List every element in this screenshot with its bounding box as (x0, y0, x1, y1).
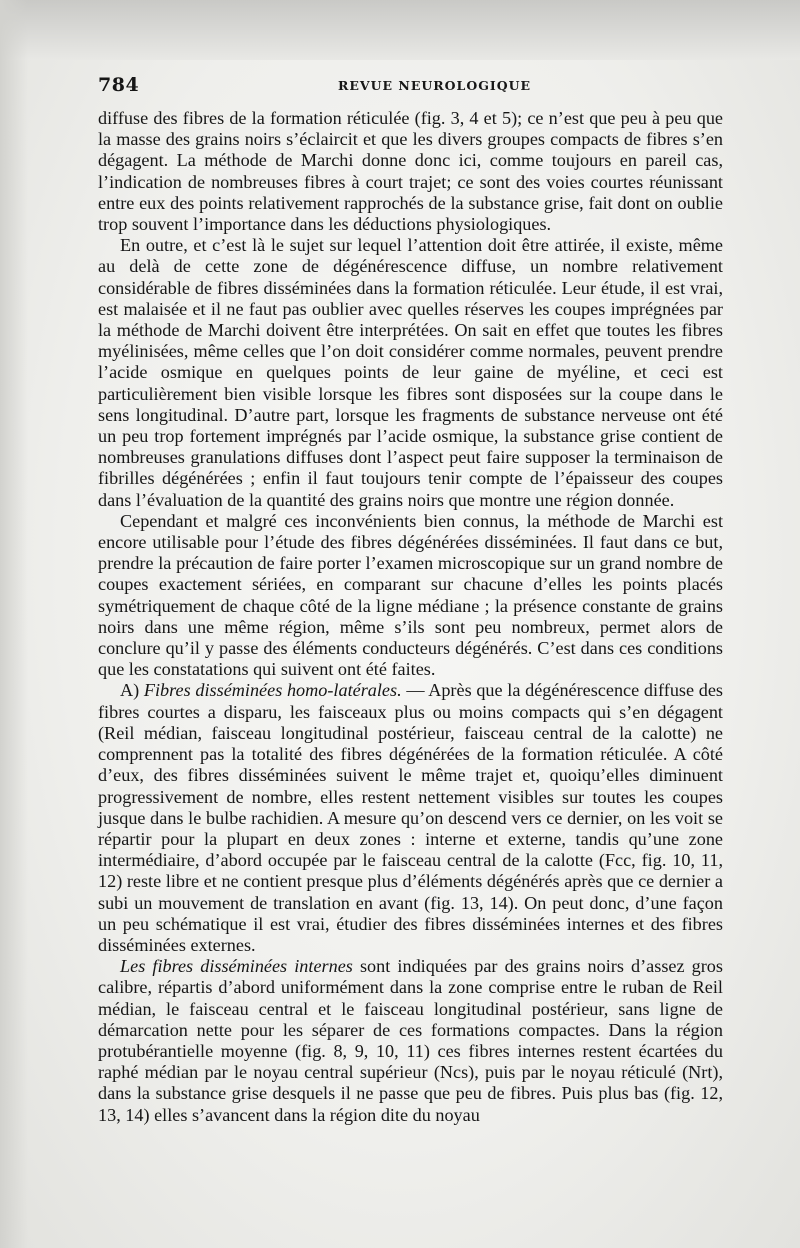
paragraph-text: diffuse des fibres de la formation réticulée (fig. 3, 4 et 5); ce n’est que peu à peu que la masse des grains noirs s’éclaircit et que les divers groupes compacts de fibres s’en dégagent. La méthode de Marchi donne donc ici, comme toujours en pareil cas, l’indication de nombreuses fibres à court trajet; ce sont des voies courtes réunissant entre eux des points relativement rapprochés de la substance grise, fait dont on oublie trop souvent l’importance dans les déductions physiologiques. (98, 108, 723, 235)
paragraph (98, 680, 723, 956)
paragraph-text: En outre, et c’est là le sujet sur lequel l’attention doit être attirée, il existe, même au delà de cette zone de dégénérescence diffuse, un nombre relativement considérable de fibres disséminées dans la formation réticulée. Leur étude, il est vrai, est malaisée et il ne faut pas oublier avec quelles réserves les coupes imprégnées par la méthode de Marchi doivent être interprétées. On sait en effet que toutes les fibres myélinisées, même celles que l’on doit considérer comme normales, peuvent prendre l’acide osmique en quelques points de leur gaine de myéline, et ceci est particulièrement bien visible lorsque les fibres sont disposées sur la coupe dans le sens longitudinal. D’autre part, lorsque les fragments de substance nerveuse ont été un peu trop fortement imprégnés par l’acide osmique, la substance grise contient de nombreuses granulations diffuses dont l’aspect peut faire supposer la terminaison de fibrilles dégénérées ; enfin il faut toujours tenir compte de l’épaisseur des coupes dans l’évaluation de la quantité des grains noirs que montre une région donnée. (98, 235, 723, 510)
subsection-heading: Les fibres disséminées internes (120, 956, 353, 977)
paragraph-text: — Après que la dégénérescence diffuse des fibres courtes a disparu, les faisceaux plus ou moins compacts qui s’en dégagent (Reil médian, faisceau longitudinal postérieur, faisceau central de la calotte) ne comprennent pas la totalité des fibres dégénérées de la formation réticulée. A côté d’eux, des fibres disséminées suivent le même trajet et, quoiqu’elles diminuent progressivement de nombre, elles restent nettement visibles sur toutes les coupes jusque dans le bulbe rachidien. A mesure qu’on descend vers ce dernier, on les voit se répartir pour la plupart en deux zones : interne et externe, tandis qu’une zone intermédiaire, d’abord occupée par le faisceau central de la calotte (Fcc, fig. 10, 11, 12) reste libre et ne contient presque plus d’éléments dégénérés après que ce dernier a subi un mouvement de translation en avant (fig. 13, 14). On peut donc, d’une façon un peu schématique il est vrai, étudier des fibres disséminées internes et des fibres disséminées externes. (98, 680, 723, 955)
paragraph-text: sont indiquées par des grains noirs d’assez gros calibre, répartis d’abord uniformément dans la zone comprise entre le ruban de Reil médian, le faisceau central et le faisceau longitudinal postérieur, sans ligne de démarcation nette pour les séparer de ces formations compactes. Dans la région protubérantielle moyenne (fig. 8, 9, 10, 11) ces fibres internes restent écartées du raphé médian par le noyau central supérieur (Ncs), puis par le noyau réticulé (Nrt), dans la substance grise desquels il ne passe que peu de fibres. Puis plus bas (fig. 12, 13, 14) elles s’avancent dans la région dite du noyau (98, 956, 723, 1125)
paragraph (98, 511, 723, 681)
section-heading: Fibres disséminées homo-latérales. (143, 680, 402, 701)
running-title: REVUE NEUROLOGIQUE (338, 78, 532, 93)
section-label: A) (120, 680, 144, 701)
page-header (98, 70, 723, 100)
page-content (98, 70, 723, 1126)
paragraph (98, 235, 723, 511)
paragraph-text: Cependant et malgré ces inconvénients bien connus, la méthode de Marchi est encore utilisable pour l’étude des fibres dégénérées disséminées. Il faut dans ce but, prendre la précaution de faire porter l’examen microscopique sur un grand nombre de coupes exactement sériées, en comparant sur chacune d’elles les points placés symétriquement de chaque côté de la ligne médiane ; la présence constante de grains noirs dans une même région, même s’ils sont peu nombreux, permet alors de conclure qu’il y passe des éléments conducteurs dégénérés. C’est dans ces conditions que les constatations qui suivent ont été faites. (98, 510, 723, 680)
paragraph (98, 108, 723, 235)
article-body (98, 108, 723, 1126)
page-number: 784 (98, 74, 140, 96)
scan-left-shadow (0, 0, 28, 1248)
paragraph (98, 956, 723, 1126)
scan-top-shadow (0, 0, 800, 60)
